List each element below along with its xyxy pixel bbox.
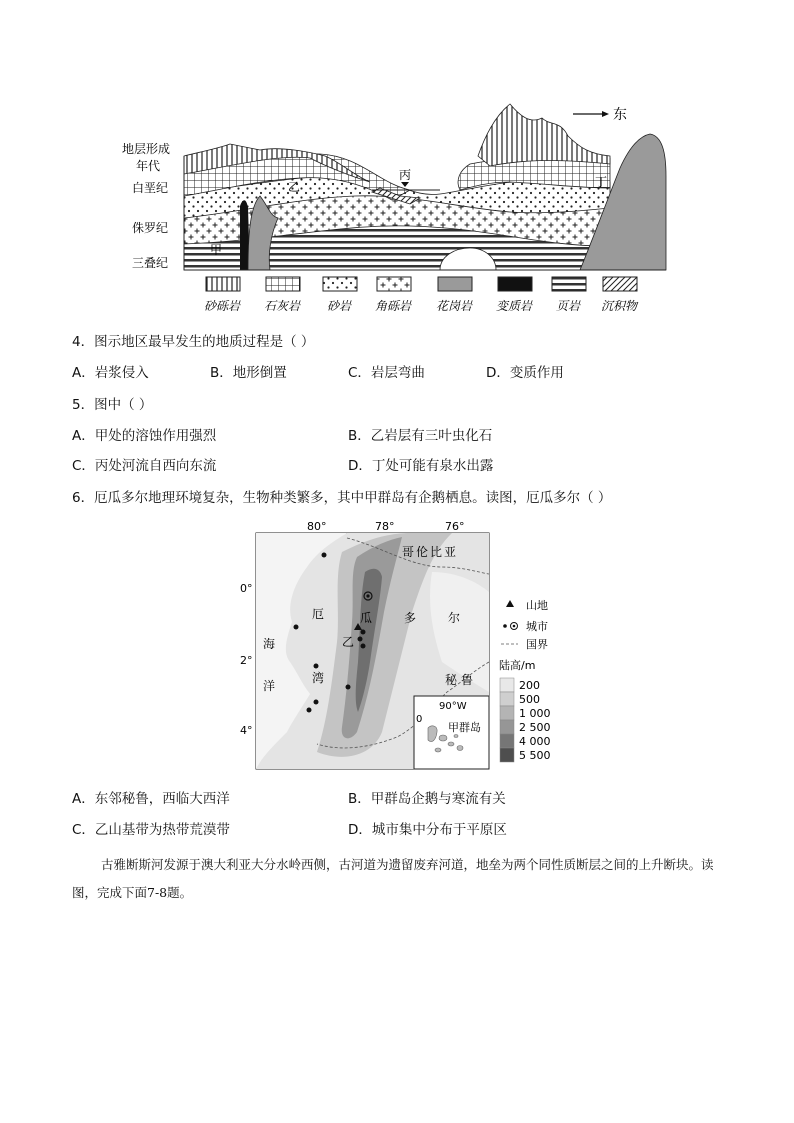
elevation-label: 2 500 <box>519 721 551 734</box>
q6-option-b: B．甲群岛企鹅与寒流有关 <box>348 791 506 807</box>
legend-label-limestone: 石灰岩 <box>264 299 301 313</box>
legend-label-conglomerate: 砂砾岩 <box>204 299 241 313</box>
q6-option-a: A．东邻秘鲁，西临大西洋 <box>72 791 230 807</box>
elevation-label: 500 <box>519 693 540 706</box>
legend-label-sandstone: 砂岩 <box>327 299 352 313</box>
lon-label-78: 78° <box>375 520 395 533</box>
island <box>448 742 454 746</box>
legend-mountain-label: 山地 <box>526 599 548 612</box>
legend-swatch-metamorphic <box>498 277 532 291</box>
ecuador-map-figure <box>232 512 562 774</box>
legend-row <box>206 277 637 291</box>
q4-stem: 4．图示地区最早发生的地质过程是（ ） <box>72 334 315 350</box>
river-marker <box>401 182 409 187</box>
city-dot <box>361 630 366 635</box>
q5-stem: 5．图中（ ） <box>72 397 153 413</box>
q4-option-b: B．地形倒置 <box>210 365 287 381</box>
capital-city-dot <box>366 594 369 597</box>
q6-option-c: C．乙山基带为热带荒漠带 <box>72 822 230 838</box>
q6-stem: 6．厄瓜多尔地理环境复杂，生物种类繁多，其中甲群岛有企鹅栖息。读图，厄瓜多尔（ ） <box>72 490 612 506</box>
lon-label-80: 80° <box>307 520 327 533</box>
layer-conglomerate-right <box>478 104 610 166</box>
city-dot <box>322 553 327 558</box>
label-er: 尔 <box>448 611 461 625</box>
q4-option-a: A．岩浆侵入 <box>72 365 149 381</box>
era-triassic: 三叠纪 <box>132 256 169 270</box>
city-dot <box>294 625 299 630</box>
elevation-swatch <box>500 692 514 706</box>
q5-option-b: B．乙岩层有三叶虫化石 <box>348 428 493 444</box>
label-e: 厄 <box>312 607 325 621</box>
city-dot <box>358 637 363 642</box>
label-peru: 秘鲁 <box>445 673 478 687</box>
legend-label-shale: 页岩 <box>556 299 581 313</box>
elevation-swatch <box>500 706 514 720</box>
label-jia: 甲 <box>210 243 223 257</box>
label-sea1: 海 <box>263 637 276 651</box>
inset-name: 甲群岛 <box>448 721 481 734</box>
legend-swatch-limestone <box>266 277 300 291</box>
legend-swatch-sediment <box>603 277 637 291</box>
cross-section-svg <box>110 96 680 321</box>
q5-option-c: C．丙处河流自西向东流 <box>72 458 217 474</box>
q5-option-d: D．丁处可能有泉水出露 <box>348 458 494 474</box>
legend-label-breccia: 角砾岩 <box>375 299 412 313</box>
lat-label-2: 2° <box>240 654 253 667</box>
elevation-swatch <box>500 678 514 692</box>
legend-label-granite: 花岗岩 <box>436 299 473 313</box>
geologic-cross-section-figure <box>110 96 680 321</box>
label-gua: 瓜 <box>360 611 373 625</box>
elevation-legend <box>500 678 551 762</box>
inset-lon-label: 90°W <box>439 701 467 712</box>
label-ding: 丁 <box>595 175 608 189</box>
label-yi: 乙 <box>342 635 355 649</box>
legend-city-dot-icon <box>503 624 507 628</box>
elevation-swatch <box>500 748 514 762</box>
city-dot <box>346 685 351 690</box>
q5-option-a: A．甲处的溶蚀作用强烈 <box>72 428 217 444</box>
elevation-label: 5 500 <box>519 749 551 762</box>
era-header-line1: 地层形成 <box>122 142 171 156</box>
legend-city-label: 城市 <box>526 620 548 633</box>
city-dot <box>314 700 319 705</box>
east-arrow-head <box>602 111 609 117</box>
legend-swatch-shale <box>552 277 586 291</box>
inset-lat-label: 0 <box>416 714 423 725</box>
legend-swatch-sandstone <box>323 277 357 291</box>
legend-capital-dot-icon <box>513 625 516 628</box>
era-header-line2: 年代 <box>136 159 161 173</box>
label-bay: 湾 <box>312 671 325 685</box>
legend-mountain-icon <box>506 600 514 607</box>
q4-option-d: D．变质作用 <box>486 365 564 381</box>
legend-swatch-granite <box>438 277 472 291</box>
city-dot <box>361 644 366 649</box>
legend-elev-title: 陆高/m <box>499 659 536 672</box>
city-dot <box>314 664 319 669</box>
legend-swatch-breccia <box>377 277 411 291</box>
ecuador-map-svg <box>232 512 562 774</box>
island <box>457 746 463 751</box>
era-cretaceous: 白垩纪 <box>132 181 169 195</box>
city-dot <box>307 708 312 713</box>
passage-text: 古雅断斯河发源于澳大利亚大分水岭西侧，古河道为遗留废弃河道，地垒为两个同性质断层之间的上升断块。读图，完成下面7-8题。 <box>72 857 714 900</box>
legend-swatch-conglomerate <box>206 277 240 291</box>
direction-label: 东 <box>613 107 627 123</box>
q6-option-d: D．城市集中分布于平原区 <box>348 822 507 838</box>
island <box>439 735 447 741</box>
label-bing: 丙 <box>399 168 412 182</box>
label-colombia: 哥伦比亚 <box>402 545 459 559</box>
elevation-label: 200 <box>519 679 540 692</box>
label-duo: 多 <box>404 611 417 625</box>
q4-option-c: C．岩层弯曲 <box>348 365 425 381</box>
elevation-label: 1 000 <box>519 707 551 720</box>
label-sea2: 洋 <box>263 679 276 693</box>
legend-label-sediment: 沉积物 <box>601 299 638 313</box>
era-jurassic: 侏罗纪 <box>132 221 169 235</box>
elevation-swatch <box>500 720 514 734</box>
island <box>454 735 458 738</box>
lon-label-76: 76° <box>445 520 465 533</box>
lat-label-0: 0° <box>240 582 253 595</box>
legend-border-label: 国界 <box>526 638 548 651</box>
island <box>435 748 441 752</box>
elevation-swatch <box>500 734 514 748</box>
lat-label-4: 4° <box>240 724 253 737</box>
label-yi: 乙 <box>288 180 301 194</box>
legend-label-metamorphic: 变质岩 <box>496 299 533 313</box>
elevation-label: 4 000 <box>519 735 551 748</box>
